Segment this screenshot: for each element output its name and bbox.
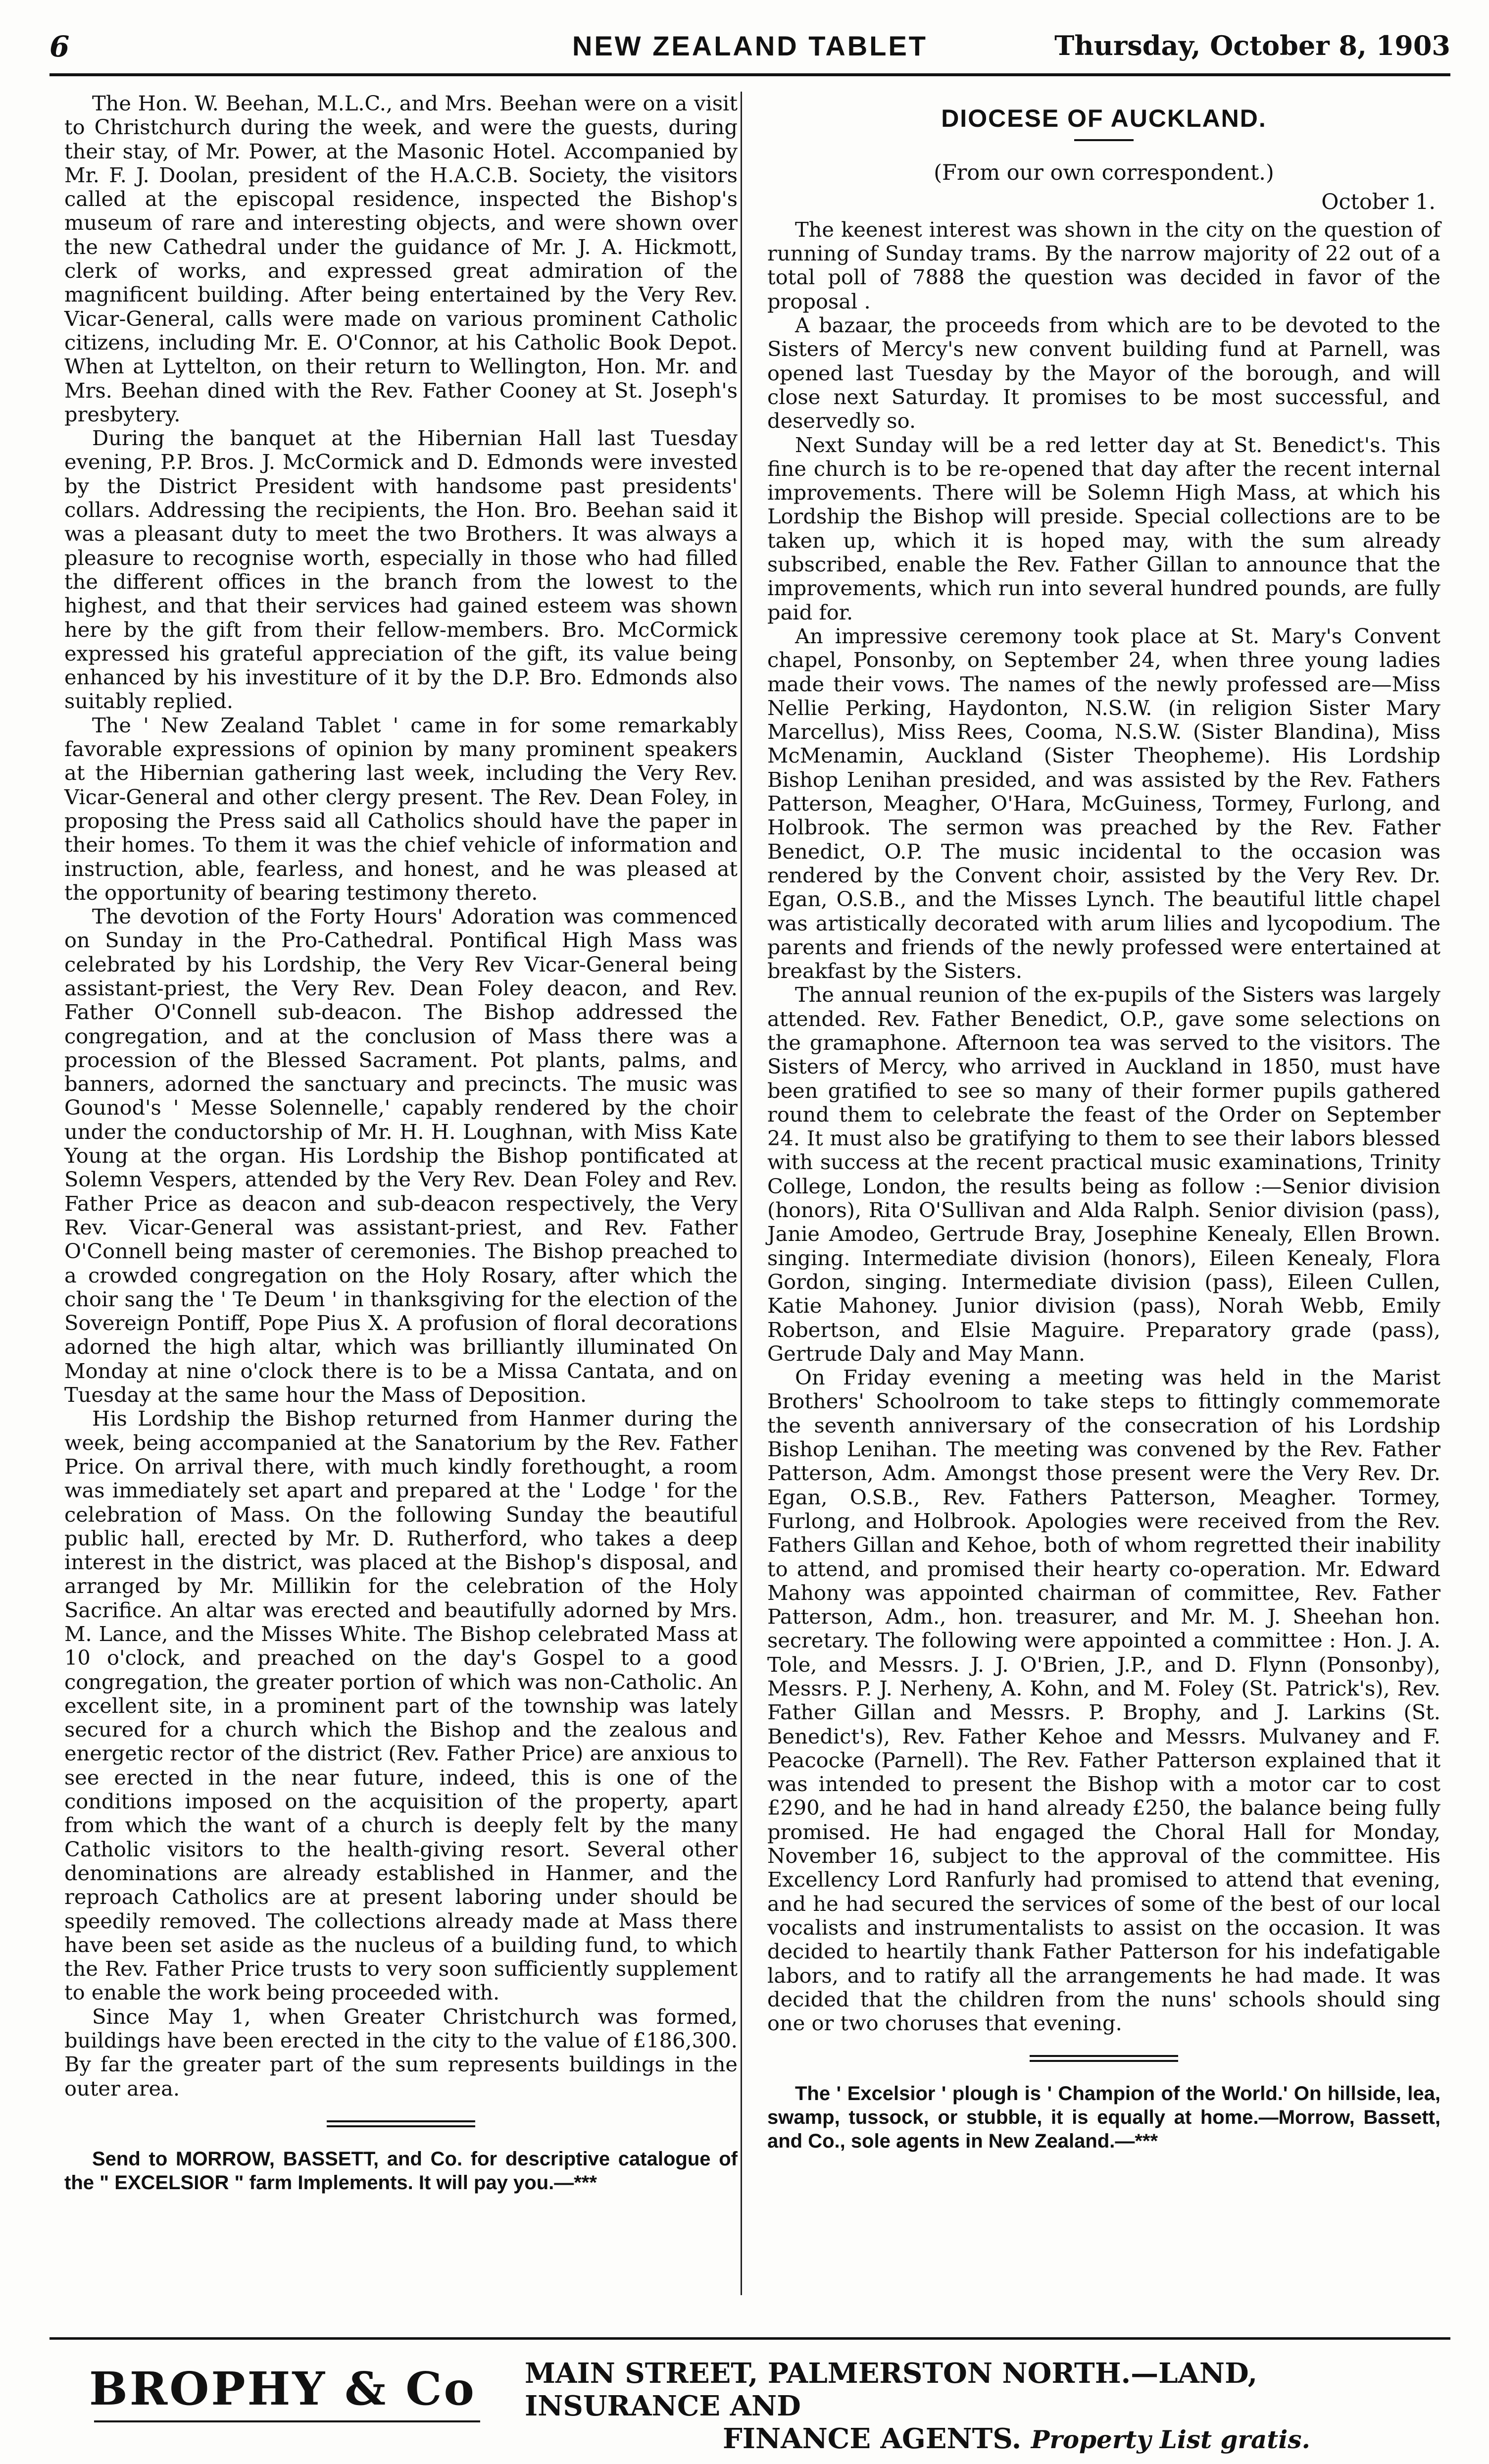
article-paragraph: The annual reunion of the ex-pupils of the Sisters was largely attended. Rev. Father Benedict, O.P., gave some selections on the gramaphone. Afternoon tea was served to the visitors. The Sisters of Mercy, who arrived in Auckland in 1850, must have been gratified to see so many of their former pupils gathered round them to celebrate the feast of the Order on September 24. It must also be gratifying to them to see their labors blessed with success at the recent practical music examinations, Trinity College, London, the results being as follow :—Senior division (honors), Rita O'Sullivan and Alda Ralph. Senior division (pass), Janie Amodeo, Gertrude Bray, Josephine Kenealy, Ellen Brown. singing. Intermediate division (honors), Eileen Kenealy, Flora Gordon, singing. Intermediate division (pass), Eileen Cullen, Katie Mahoney. Junior division (pass), Norah Webb, Emily Robertson, and Elsie Maguire. Preparatory grade (pass), Gertrude Daly and May Mann.	[767, 982, 1440, 1366]
right-column	[767, 92, 1440, 2153]
article-paragraph: Next Sunday will be a red letter day at St. Benedict's. This fine church is to be re-opened that day after the recent internal improvements. There will be Solemn High Mass, at which his Lordship the Bishop will preside. Special collections are to be taken up, which it is hoped may, with the sum already subscribed, enable the Rev. Father Gillan to announce that the improvements, which run into several hundred pounds, are fully paid for.	[767, 432, 1440, 624]
footer-address	[525, 2357, 1440, 2456]
column-divider	[741, 92, 742, 2295]
footer-rule	[50, 2337, 1450, 2340]
article-paragraph: His Lordship the Bishop returned from Hanmer during the week, being accompanied at the Sanatorium by the Rev. Father Price. On arrival there, with much kindly forethought, a room was immediately set apart and prepared at the ' Lodge ' for the celebration of Mass. On the following Sunday the beautiful public hall, erected by Mr. D. Rutherford, who takes a deep interest in the district, was placed at the Bishop's disposal, and arranged by Mr. Millikin for the celebration of the Holy Sacrifice. An altar was erected and beautifully adorned by Mrs. M. Lance, and the Misses White. The Bishop celebrated Mass at 10 o'clock, and preached on the day's Gospel to a good congregation, the greater portion of which was non-Catholic. An excellent site, in a prominent part of the township was lately secured for a church which the Bishop and the zealous and energetic rector of the district (Rev. Father Price) are anxious to see erected in the near future, indeed, this is one of the conditions imposed on the acquisition of the property, apart from which the want of a church is deeply felt by the many Catholic visitors to the health-giving resort. Several other denominations are already established in Hanmer, and the reproach Catholics are at present laboring under should be speedily removed. The collections already made at Mass there have been set aside as the nucleus of a building fund, to which the Rev. Father Price trusts to very soon sufficiently supplement to enable the work being proceeded with.	[64, 1406, 738, 2005]
separator-rule	[1030, 2055, 1178, 2057]
article-paragraph: The keenest interest was shown in the city on the question of running of Sunday trams. By the narrow majority of 22 out of a total poll of 7888 the question was decided in favor of the proposal .	[767, 217, 1440, 313]
article-paragraph: The Hon. W. Beehan, M.L.C., and Mrs. Beehan were on a visit to Christchurch during the week, and were the guests, during their stay, of Mr. Power, at the Masonic Hotel. Accompanied by Mr. F. J. Doolan, president of the H.A.C.B. Society, the visitors called at the episcopal residence, inspected the Bishop's museum of rare and interesting objects, and were shown over the new Cathedral under the guidance of Mr. J. A. Hickmott, clerk of works, and expressed great admiration of the magnificent building. After being entertained by the Very Rev. Vicar-General, calls were made on various prominent Catholic citizens, including Mr. E. O'Connor, at his Catholic Book Depot. When at Lyttelton, on their return to Wellington, Hon. Mr. and Mrs. Beehan dined with the Rev. Father Cooney at St. Joseph's presbytery.	[64, 91, 738, 426]
address-line-2-text: FINANCE AGENTS.	[723, 2422, 1022, 2455]
newspaper-title: NEW ZEALAND TABLET	[572, 30, 928, 61]
page-number: 6	[50, 30, 70, 63]
article-paragraph: The ' New Zealand Tablet ' came in for some remarkably favorable expressions of opinion by many prominent speakers at the Hibernian gathering last week, including the Very Rev. Vicar-General and other clergy present. The Rev. Dean Foley, in proposing the Press said all Catholics should have the paper in their homes. To them it was the chief vehicle of information and instruction, able, fearless, and honest, and he was pleased at the opportunity of bearing testimony thereto.	[64, 713, 738, 905]
separator-rule	[1030, 2060, 1178, 2062]
header-rule	[50, 73, 1450, 76]
brand-name: BROPHY & Co	[89, 2362, 476, 2415]
property-list-note: Property List gratis.	[1031, 2425, 1310, 2454]
article-paragraph: On Friday evening a meeting was held in the Marist Brothers' Schoolroom to take steps to fittingly commemorate the seventh anniversary of the consecration of his Lordship Bishop Lenihan. The meeting was convened by the Rev. Father Patterson, Adm. Amongst those present were the Very Rev. Dr. Egan, O.S.B., Rev. Fathers Patterson, Meagher. Tormey, Furlong, and Holbrook. Apologies were received from the Rev. Fathers Gillan and Kehoe, both of whom regretted their inability to attend, and promised their hearty co-operation. Mr. Edward Mahony was appointed chairman of committee, Rev. Father Patterson, Adm., hon. treasurer, and Mr. M. J. Sheehan hon. secretary. The following were appointed a committee : Hon. J. A. Tole, and Messrs. J. J. O'Brien, J.P., and D. Flynn (Ponsonby), Messrs. P. J. Nerheny, A. Kohn, and M. Foley (St. Patrick's), Rev. Father Gillan and Messrs. P. Brophy, and J. Larkins (St. Benedict's), Rev. Father Kehoe and Messrs. Mulvaney and F. Peacocke (Parnell). The Rev. Father Patterson explained that it was intended to present the Bishop with a motor car to cost £290, and he had in hand already £250, the balance being fully promised. He had engaged the Choral Hall for Monday, November 16, subject to the approval of the committee. His Excellency Lord Ranfurly had promised to attend that evening, and he had secured the services of some of the best of our local vocalists and instrumentalists to assist on the occasion. It was decided to heartily thank Father Patterson for his indefatigable labors, and to ratify all the arrangements he had made. It was decided that the children from the nuns' schools should sing one or two choruses that evening.	[767, 1365, 1440, 2036]
footer-advertisement	[50, 2347, 1450, 2455]
section-heading: DIOCESE OF AUCKLAND.	[941, 104, 1267, 132]
brand-underline	[94, 2420, 480, 2422]
separator-rule	[327, 2120, 475, 2122]
article-paragraph: Since May 1, when Greater Christchurch was formed, buildings have been erected in the city to the value of £186,300. By far the greater part of the sum represents buildings in the outer area.	[64, 2004, 738, 2101]
address-line-1: MAIN STREET, PALMERSTON NORTH.—LAND, INSURANCE AND	[525, 2357, 1258, 2422]
heading-rule	[1074, 139, 1134, 141]
article-paragraph: An impressive ceremony took place at St. Mary's Convent chapel, Ponsonby, on September 24, when three young ladies made their vows. The names of the newly professed are—Miss Nellie Perking, Haydonton, N.S.W. (in religion Sister Mary Marcellus), Miss Rees, Cooma, N.S.W. (Sister Blandina), Miss McMenamin, Auckland (Sister Theopheme). His Lordship Bishop Lenihan presided, and was assisted by the Rev. Fathers Patterson, Meagher, O'Hara, McGuiness, Tormey, Furlong, and Holbrook. The sermon was preached by the Rev. Father Benedict, O.P. The music incidental to the occasion was rendered by the Convent choir, assisted by the Very Rev. Dr. Egan, O.S.B., and the Misses Lynch. The beautiful little chapel was artistically decorated with arum lilies and lycopodium. The parents and friends of the newly professed were entertained at breakfast by the Sisters.	[767, 623, 1440, 983]
article-paragraph: The devotion of the Forty Hours' Adoration was commenced on Sunday in the Pro-Cathedral. Pontifical High Mass was celebrated by his Lordship, the Very Rev Vicar-General being assistant-priest, the Very Rev. Dean Foley deacon, and Rev. Father O'Connell sub-deacon. The Bishop addressed the congregation, and at the conclusion of Mass there was a procession of the Blessed Sacrament. Pot plants, palms, and banners, adorned the sanctuary and precincts. The music was Gounod's ' Messe Solennelle,' capably rendered by the choir under the conductorship of Mr. H. H. Loughnan, with Miss Kate Young at the organ. His Lordship the Bishop pontificated at Solemn Vespers, attended by the Very Rev. Dean Foley and Rev. Father Price as deacon and sub-deacon respectively, the Very Rev. Vicar-General was assistant-priest, and Rev. Father O'Connell being master of ceremonies. The Bishop preached to a crowded congregation on the Holy Rosary, after which the choir sang the ' Te Deum ' in thanksgiving for the election of the Sovereign Pontiff, Pope Pius X. A profusion of floral decorations adorned the high altar, which was brilliantly illuminated On Monday at nine o'clock there is to be a Missa Cantata, and on Tuesday at the same hour the Mass of Deposition.	[64, 904, 738, 1407]
advertisement-excelsior-plough: The ' Excelsior ' plough is ' Champion of the World.' On hillside, lea, swamp, tussock, or stubble, it is equally at home.—Morrow, Bassett, and Co., sole agents in New Zealand.—***	[767, 2083, 1440, 2153]
separator-rule	[327, 2125, 475, 2127]
issue-date: Thursday, October 8, 1903	[1054, 30, 1450, 61]
article-paragraph: A bazaar, the proceeds from which are to be devoted to the Sisters of Mercy's new convent building fund at Parnell, was opened last Tuesday by the Mayor of the borough, and will close next Saturday. It promises to be most successful, and deservedly so.	[767, 313, 1440, 433]
article-paragraph: During the banquet at the Hibernian Hall last Tuesday evening, P.P. Bros. J. McCormick and D. Edmonds were invested by the District President with handsome past presidents' collars. Addressing the recipients, the Hon. Bro. Beehan said it was a pleasant duty to meet the two Brothers. It was always a pleasure to recognise worth, especially in those who had filled the different offices in the branch from the lowest to the highest, and that their services had gained esteem was shown here by the gift from their fellow-members. Bro. McCormick expressed his grateful appreciation of the gift, its value being enhanced by his investiture of it by the D.P. Bro. Edmonds also suitably replied.	[64, 426, 738, 714]
page-header	[50, 30, 1450, 69]
byline: (From our own correspondent.)	[934, 160, 1274, 186]
address-line-2	[525, 2422, 1440, 2456]
left-column	[64, 92, 738, 2195]
dateline: October 1.	[1321, 189, 1436, 214]
advertisement-excelsior-catalogue: Send to MORROW, BASSETT, and Co. for descriptive catalogue of the " EXCELSIOR " farm Implements. It will pay you.—***	[64, 2148, 738, 2194]
